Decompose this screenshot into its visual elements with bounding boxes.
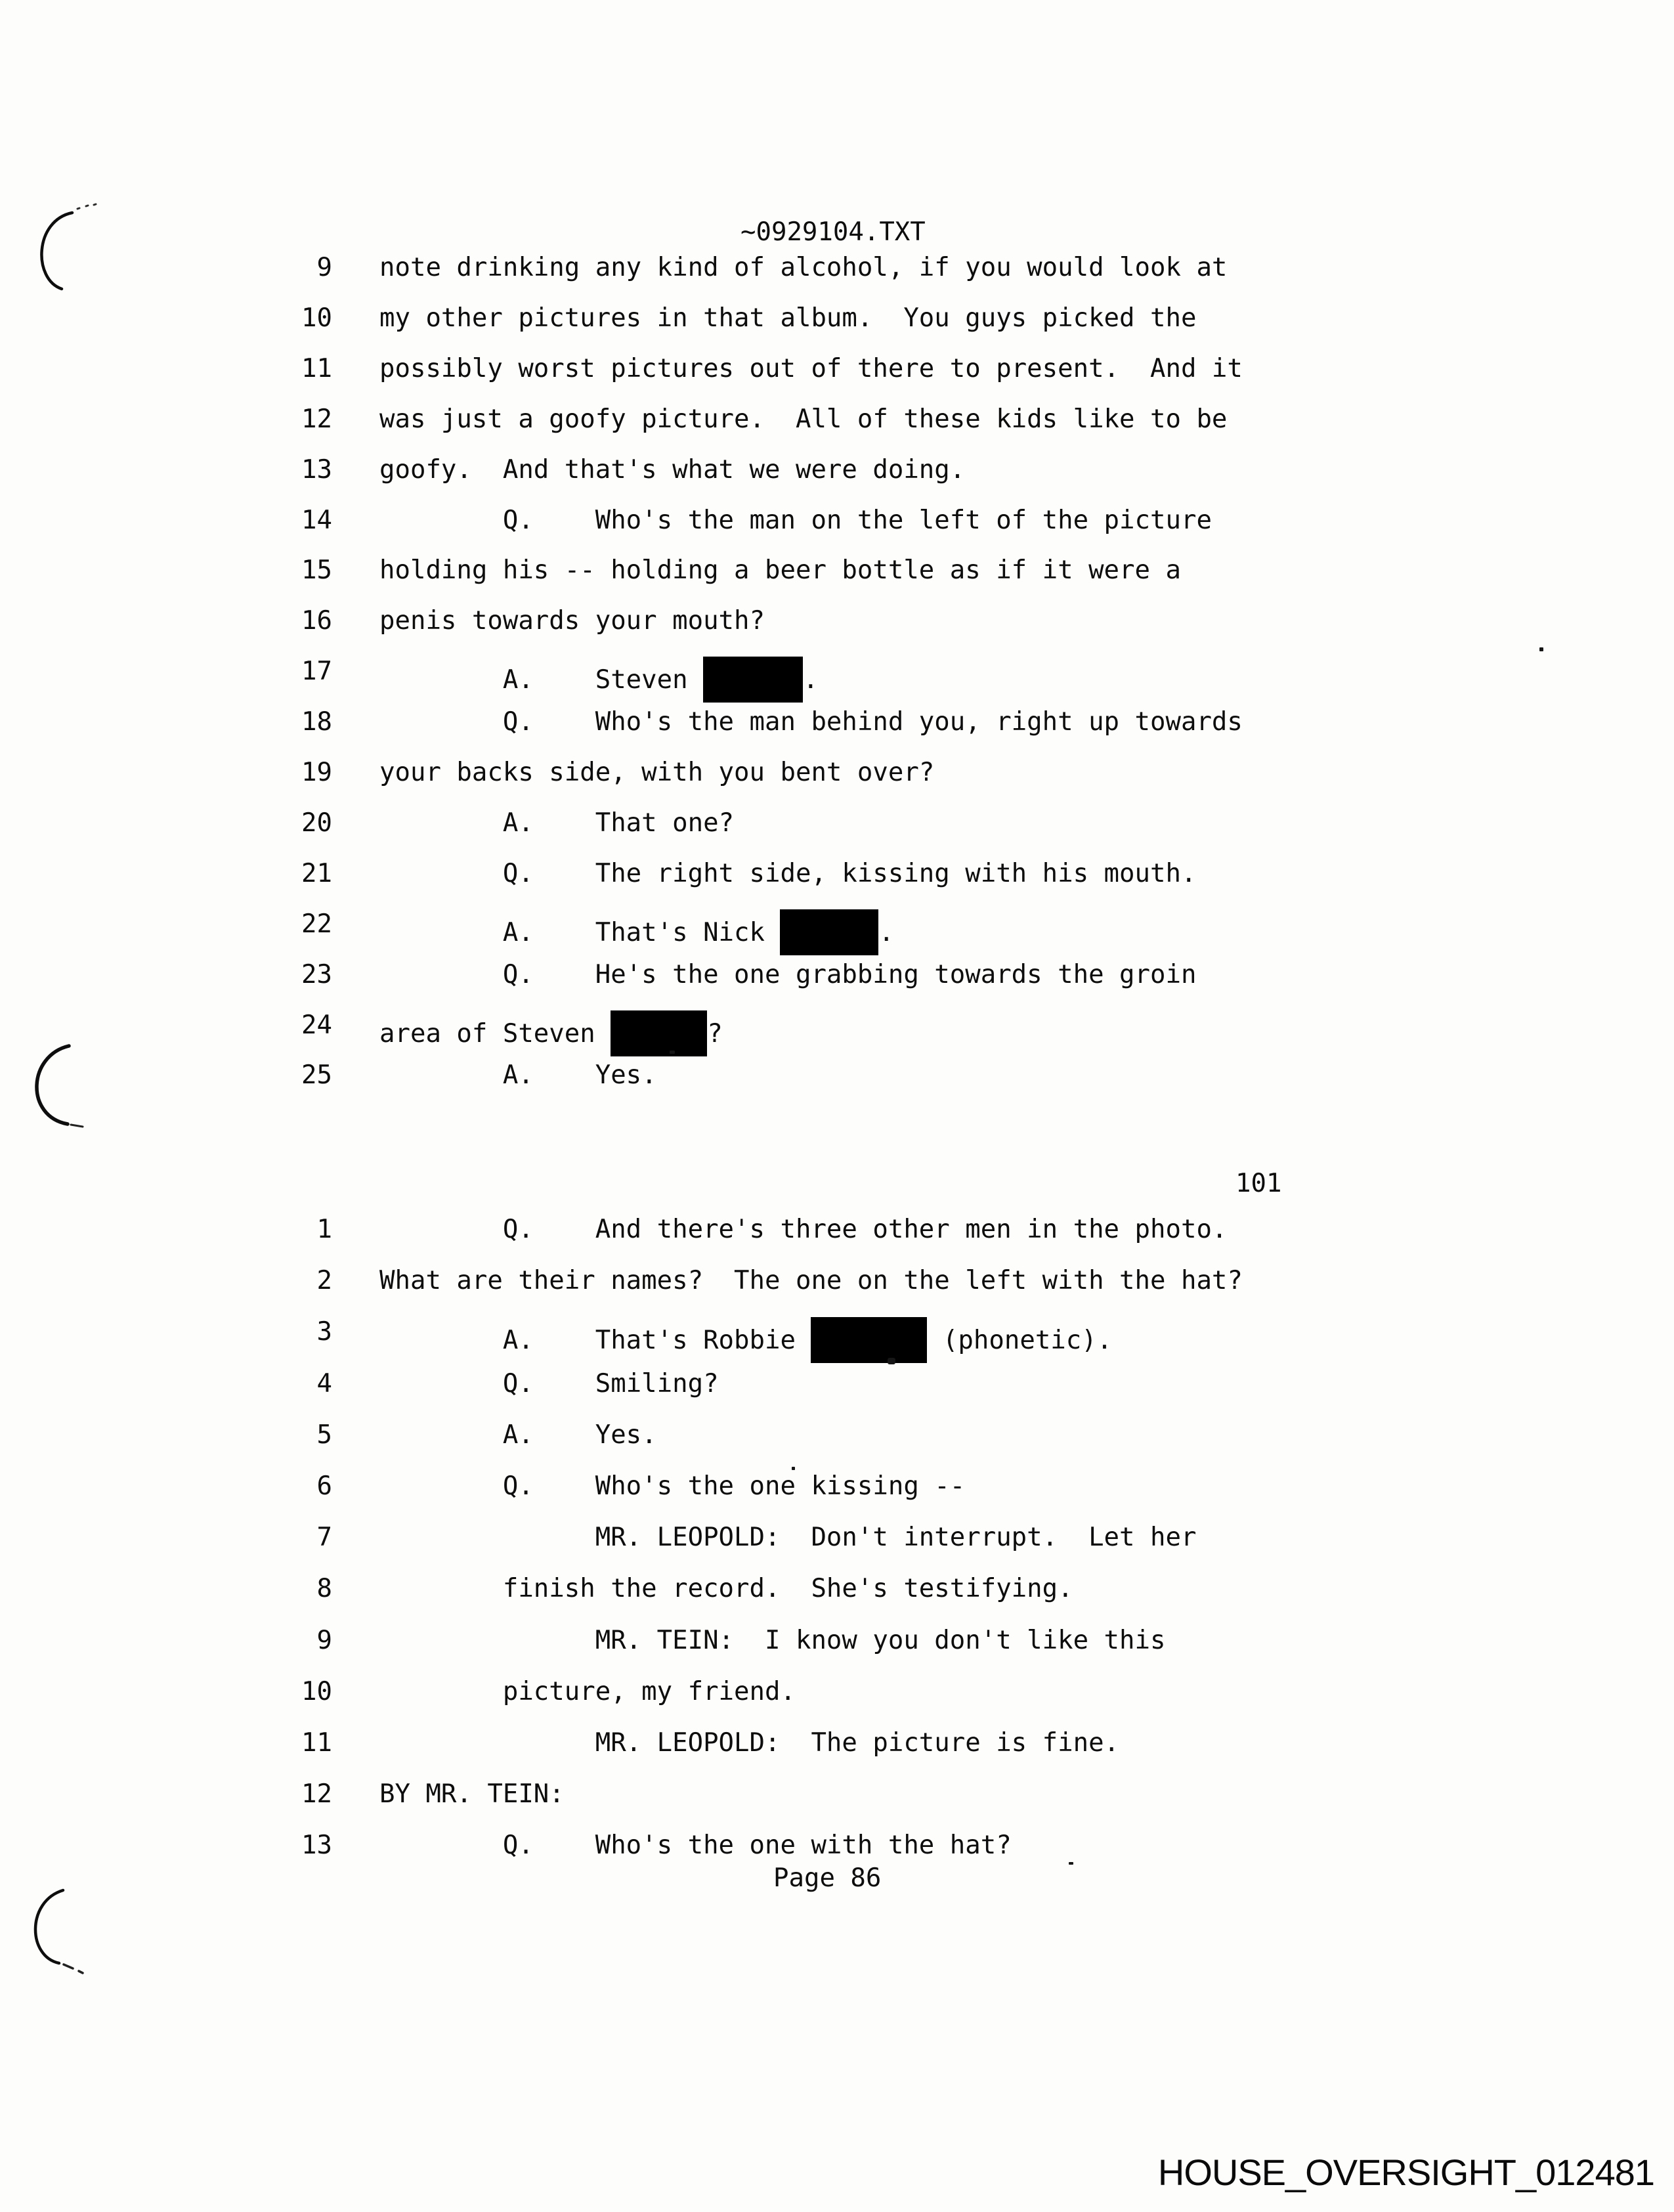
line-text xyxy=(379,909,894,955)
scan-speck xyxy=(670,1051,675,1054)
line-number: 1 xyxy=(316,1215,332,1244)
line-number: 10 xyxy=(301,303,332,333)
transcript-line xyxy=(0,1626,1674,1656)
redaction-box xyxy=(611,1010,707,1056)
transcript-line xyxy=(0,1369,1674,1399)
line-number: 17 xyxy=(301,657,332,686)
text-segment: holding his -- holding a beer bottle as if it were a xyxy=(379,555,1181,585)
line-number: 11 xyxy=(301,1728,332,1758)
text-segment: Q. Who's the one with the hat? xyxy=(379,1831,1012,1860)
transcript-line xyxy=(0,1471,1674,1502)
text-segment: Q. Who's the man on the left of the picture xyxy=(379,506,1212,535)
text-segment: A. Yes. xyxy=(379,1060,657,1090)
line-text xyxy=(379,506,1212,536)
line-number: 9 xyxy=(316,1626,332,1655)
line-text xyxy=(379,404,1227,435)
text-segment: MR. TEIN: I know you don't like this xyxy=(379,1626,1166,1655)
transcript-line xyxy=(0,455,1674,485)
scan-speck xyxy=(888,1358,895,1364)
line-number: 11 xyxy=(301,354,332,383)
text-segment: A. That's Nick xyxy=(379,918,781,947)
line-text xyxy=(379,1728,1119,1758)
redaction-box xyxy=(811,1317,927,1363)
bates-number: HOUSE_OVERSIGHT_012481 xyxy=(1157,2152,1654,2193)
text-segment: A. That one? xyxy=(379,808,735,838)
line-number: 19 xyxy=(301,758,332,787)
scan-speck xyxy=(792,1467,795,1470)
redaction-box xyxy=(780,909,878,955)
transcript-line xyxy=(0,707,1674,737)
line-text xyxy=(379,859,1196,889)
line-text xyxy=(379,707,1243,737)
text-segment: (phonetic). xyxy=(927,1326,1113,1355)
transcript-line xyxy=(0,1060,1674,1091)
line-number: 12 xyxy=(301,404,332,434)
transcript-line xyxy=(0,657,1674,695)
transcript-line xyxy=(0,606,1674,636)
page-footer: Page 86 xyxy=(773,1863,882,1893)
text-segment: was just a goofy picture. All of these kids like to be xyxy=(379,404,1228,434)
line-number: 13 xyxy=(301,455,332,485)
line-text xyxy=(379,303,1196,334)
text-segment: your backs side, with you bent over? xyxy=(379,758,935,787)
scan-artifact-tail-bottom xyxy=(64,1964,83,1973)
scan-artifact-arc-bottom xyxy=(35,1890,63,1963)
scan-artifact-tail-middle xyxy=(71,1125,83,1127)
text-segment: A. Steven xyxy=(379,665,704,695)
line-number: 21 xyxy=(301,859,332,888)
transcript-line xyxy=(0,1010,1674,1049)
text-segment: Q. Who's the man behind you, right up towards xyxy=(379,707,1243,737)
line-text xyxy=(379,1779,565,1810)
line-number: 25 xyxy=(301,1060,332,1090)
text-segment: Q. Smiling? xyxy=(379,1369,719,1399)
header-filename: ~0929104.TXT xyxy=(740,217,926,247)
transcript-line xyxy=(0,1266,1674,1296)
line-number: 8 xyxy=(316,1574,332,1603)
line-text xyxy=(379,1471,965,1502)
page-number: 101 xyxy=(1235,1169,1282,1198)
line-number: 20 xyxy=(301,808,332,838)
line-text xyxy=(379,606,765,636)
line-text xyxy=(379,758,934,788)
line-number: 23 xyxy=(301,960,332,989)
line-text xyxy=(379,1060,657,1091)
text-segment: area of Steven xyxy=(379,1019,611,1049)
line-number: 15 xyxy=(301,555,332,585)
text-segment: MR. LEOPOLD: Don't interrupt. Let her xyxy=(379,1523,1197,1552)
line-text xyxy=(379,1626,1165,1656)
text-segment: picture, my friend. xyxy=(379,1677,796,1706)
line-number: 14 xyxy=(301,506,332,535)
transcript-line xyxy=(0,808,1674,838)
line-number: 18 xyxy=(301,707,332,737)
transcript-line xyxy=(0,859,1674,889)
text-segment: Q. He's the one grabbing towards the groin xyxy=(379,960,1197,989)
line-number: 3 xyxy=(316,1317,332,1347)
transcript-line xyxy=(0,506,1674,536)
text-segment: Q. Who's the one kissing -- xyxy=(379,1471,966,1501)
line-number: 6 xyxy=(316,1471,332,1501)
line-number: 13 xyxy=(301,1831,332,1860)
line-text xyxy=(379,808,734,838)
text-segment: penis towards your mouth? xyxy=(379,606,765,636)
line-text xyxy=(379,1523,1196,1553)
line-text xyxy=(379,657,819,703)
line-text xyxy=(379,1010,723,1056)
line-text xyxy=(379,1574,1073,1604)
scan-speck xyxy=(1069,1862,1073,1865)
line-number: 2 xyxy=(316,1266,332,1295)
line-text xyxy=(379,1677,796,1707)
transcript-line xyxy=(0,253,1674,283)
line-number: 5 xyxy=(316,1420,332,1450)
transcript-line xyxy=(0,404,1674,435)
transcript-line xyxy=(0,303,1674,334)
line-number: 9 xyxy=(316,253,332,282)
text-segment: my other pictures in that album. You guys picked the xyxy=(379,303,1197,333)
transcript-line xyxy=(0,1420,1674,1450)
transcript-line xyxy=(0,555,1674,586)
transcript-line xyxy=(0,1831,1674,1861)
transcript-line xyxy=(0,1728,1674,1758)
line-number: 22 xyxy=(301,909,332,939)
line-number: 7 xyxy=(316,1523,332,1552)
transcript-line xyxy=(0,354,1674,384)
text-segment: note drinking any kind of alcohol, if you would look at xyxy=(379,253,1228,282)
text-segment: possibly worst pictures out of there to present. And it xyxy=(379,354,1243,383)
text-segment: MR. LEOPOLD: The picture is fine. xyxy=(379,1728,1120,1758)
line-text xyxy=(379,354,1243,384)
line-text xyxy=(379,1317,1112,1363)
line-text xyxy=(379,1266,1243,1296)
transcript-line xyxy=(0,1215,1674,1245)
redaction-box xyxy=(703,657,803,703)
scan-speck xyxy=(1539,647,1543,651)
line-number: 16 xyxy=(301,606,332,636)
line-text xyxy=(379,555,1181,586)
line-text xyxy=(379,1215,1227,1245)
transcript-line xyxy=(0,1317,1674,1355)
line-text xyxy=(379,1369,719,1399)
text-segment: . xyxy=(878,918,894,947)
text-segment: finish the record. She's testifying. xyxy=(379,1574,1073,1603)
line-number: 24 xyxy=(301,1010,332,1040)
transcript-line xyxy=(0,1574,1674,1604)
transcript-line xyxy=(0,960,1674,990)
scan-artifact-dots-top xyxy=(77,204,96,209)
text-segment: A. That's Robbie xyxy=(379,1326,811,1355)
line-text xyxy=(379,455,965,485)
text-segment: Q. And there's three other men in the photo. xyxy=(379,1215,1228,1244)
text-segment: What are their names? The one on the left with the hat? xyxy=(379,1266,1243,1295)
line-text xyxy=(379,253,1227,283)
transcript-line xyxy=(0,1779,1674,1810)
line-number: 12 xyxy=(301,1779,332,1809)
transcript-line xyxy=(0,1523,1674,1553)
transcript-line xyxy=(0,909,1674,947)
text-segment: A. Yes. xyxy=(379,1420,657,1450)
line-text xyxy=(379,1420,657,1450)
text-segment: ? xyxy=(707,1019,723,1049)
line-number: 10 xyxy=(301,1677,332,1706)
text-segment: Q. The right side, kissing with his mouth. xyxy=(379,859,1197,888)
text-segment: . xyxy=(803,665,819,695)
transcript-line xyxy=(0,1677,1674,1707)
transcript-line xyxy=(0,758,1674,788)
text-segment: BY MR. TEIN: xyxy=(379,1779,565,1809)
line-text xyxy=(379,960,1196,990)
line-text xyxy=(379,1831,1012,1861)
line-number: 4 xyxy=(316,1369,332,1399)
text-segment: goofy. And that's what we were doing. xyxy=(379,455,966,485)
